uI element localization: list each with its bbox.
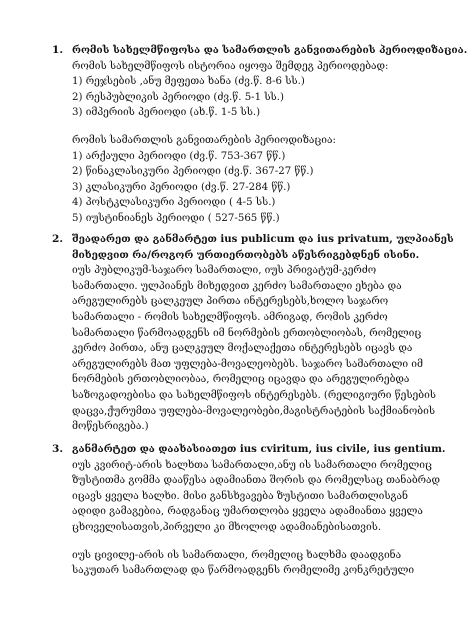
section-heading: მიხედვით რა/როგორ ურთიერთობებს აწესრიგებდნენ ისინი. xyxy=(72,248,420,261)
list-item: 2) რესპუბლიკის პერიოდი (ძვ.წ. 5-1 სს.) xyxy=(72,91,284,103)
paragraph-line: ადიდი გამაგებია, რადგანაც უმართლობა ყველა ადამიანთა ყველა xyxy=(72,506,423,518)
section-3 xyxy=(52,442,456,579)
section-heading: რომის სახელმწიფოსა და სამართლის განვითარების პერიოდიზაცია. xyxy=(72,44,468,56)
section-number: 1. xyxy=(52,44,64,56)
paragraph-line: მოწესრიგება.) xyxy=(72,421,149,433)
paragraph-line: იცავს ყველა ხალხი. მისი განსხვავება ზუსტითი სამართლისგან xyxy=(72,490,408,502)
section-heading: განმარტეთ და დაახასიათეთ ius cviritum, ius civile, ius gentium. xyxy=(72,443,446,455)
paragraph-line: რომის სახელმწიფოს ისტორია იყოფა შემდეგ პერიოდებად: xyxy=(72,60,389,72)
paragraph-line: არეგულირებს მათ უფლება-მოვალეობებს. საჯარო სამართალი იმ xyxy=(72,358,423,370)
paragraph-line: საკუთარ სამართლად და წარმოადგენს რომელიმე კონკრეტული xyxy=(72,565,415,577)
paragraph-line: ნორმების ერთობლიობაა, რომელიც იცავდა და არეგულირებდა xyxy=(72,374,410,386)
paragraph-line: იუს კვირიტ-არის ხალხთა სამართალი,ანუ ის სამართალი რომელიც xyxy=(72,459,432,471)
paragraph-line: ზუსტითმა გომმა დააწესა ადამიანთა შორის და რომელსაც თანაბრად xyxy=(72,475,441,487)
list-item: 1) არქაული პერიოდი (ძვ.წ. 753-367 წწ.) xyxy=(72,150,286,162)
paragraph-line: კერძო პირთა, ანუ ცალკეულ მოქალაქეთა ინტერესებს იცავს და xyxy=(72,343,413,355)
paragraph-line: რომის სამართლის განვითარების პერიოდიზაცია: xyxy=(72,134,336,146)
paragraph-line: დაცვა,ქურუმთა უფლება-მოვალეობები,მაგისტრატების საქმიანობის xyxy=(72,405,436,417)
list-item: 4) პოსტკლასიკური პერიოდი ( 4-5 სს.) xyxy=(72,197,276,209)
list-item: 5) იუსტინიანეს პერიოდი ( 527-565 წწ.) xyxy=(72,212,280,224)
paragraph-line: ცხოველისათვის,პირველი კი მხოლოდ ადამიანებისათვის. xyxy=(72,521,382,533)
section-number: 2. xyxy=(52,233,64,245)
section-number: 3. xyxy=(52,443,64,455)
paragraph-line: სამართალი - რომის სახელმწიფოს. ამრიგად, რომის კერძო xyxy=(72,311,388,323)
paragraph-line: იუს ცივილე-არის ის სამართალი, რომელიც ხალხმა დაადგინა xyxy=(72,549,402,561)
paragraph-line: საზოგადოებისა და სახელმწიფოს ინტერესებს. (რელიგიური წესების xyxy=(72,389,436,401)
list-item: 1) რეჯსების ,ანუ მეფეთა ხანა (ძვ.წ. 8-6 სს.) xyxy=(72,76,305,88)
paragraph-line: სამართალი. ულპიანეს მიხედვით კერძო სამართალი ეხება და xyxy=(72,280,402,292)
list-item: 2) წინაკლასიკური პერიოდი (ძვ.წ. 367-27 წწ.) xyxy=(72,166,314,178)
section-2 xyxy=(52,232,456,435)
section-heading: შეადარეთ და განმარტეთ ius publicum და ius privatum, ულპიანეს xyxy=(72,233,454,245)
paragraph-line: იუს პუბლიკუმ-საჯარო სამართალი, იუს პრივატუმ-კერძო xyxy=(72,265,377,277)
paragraph-line: არეგულირებს ცალკეულ პირთა ინტერესებს,ხოლო საჯარო xyxy=(72,296,389,308)
list-item: 3) იმპერიის პერიოდი (ახ.წ. 1-5 სს.) xyxy=(72,107,261,119)
list-item: 3) კლასიკური პერიოდი (ძვ.წ. 27-284 წწ.) xyxy=(72,181,291,193)
section-1 xyxy=(52,43,468,227)
paragraph-line: სამართალი წარმოადგენს იმ ნორმების ერთობლიობას, რომელიც xyxy=(72,327,422,339)
